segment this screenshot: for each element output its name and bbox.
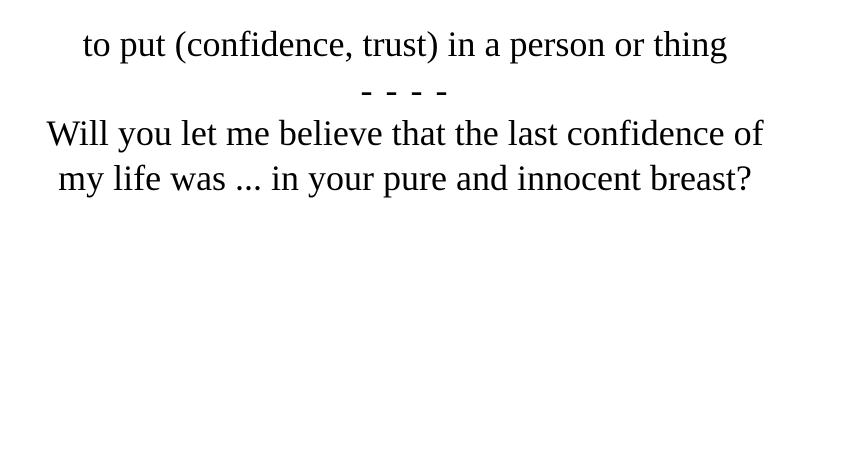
definition-text: to put (confidence, trust) in a person or thing [82,24,728,64]
example-sentence: Will you let me believe that the last confidence of my life was ... in your pure and innocent breast? [46,113,764,198]
separator: - - - - [360,70,450,110]
